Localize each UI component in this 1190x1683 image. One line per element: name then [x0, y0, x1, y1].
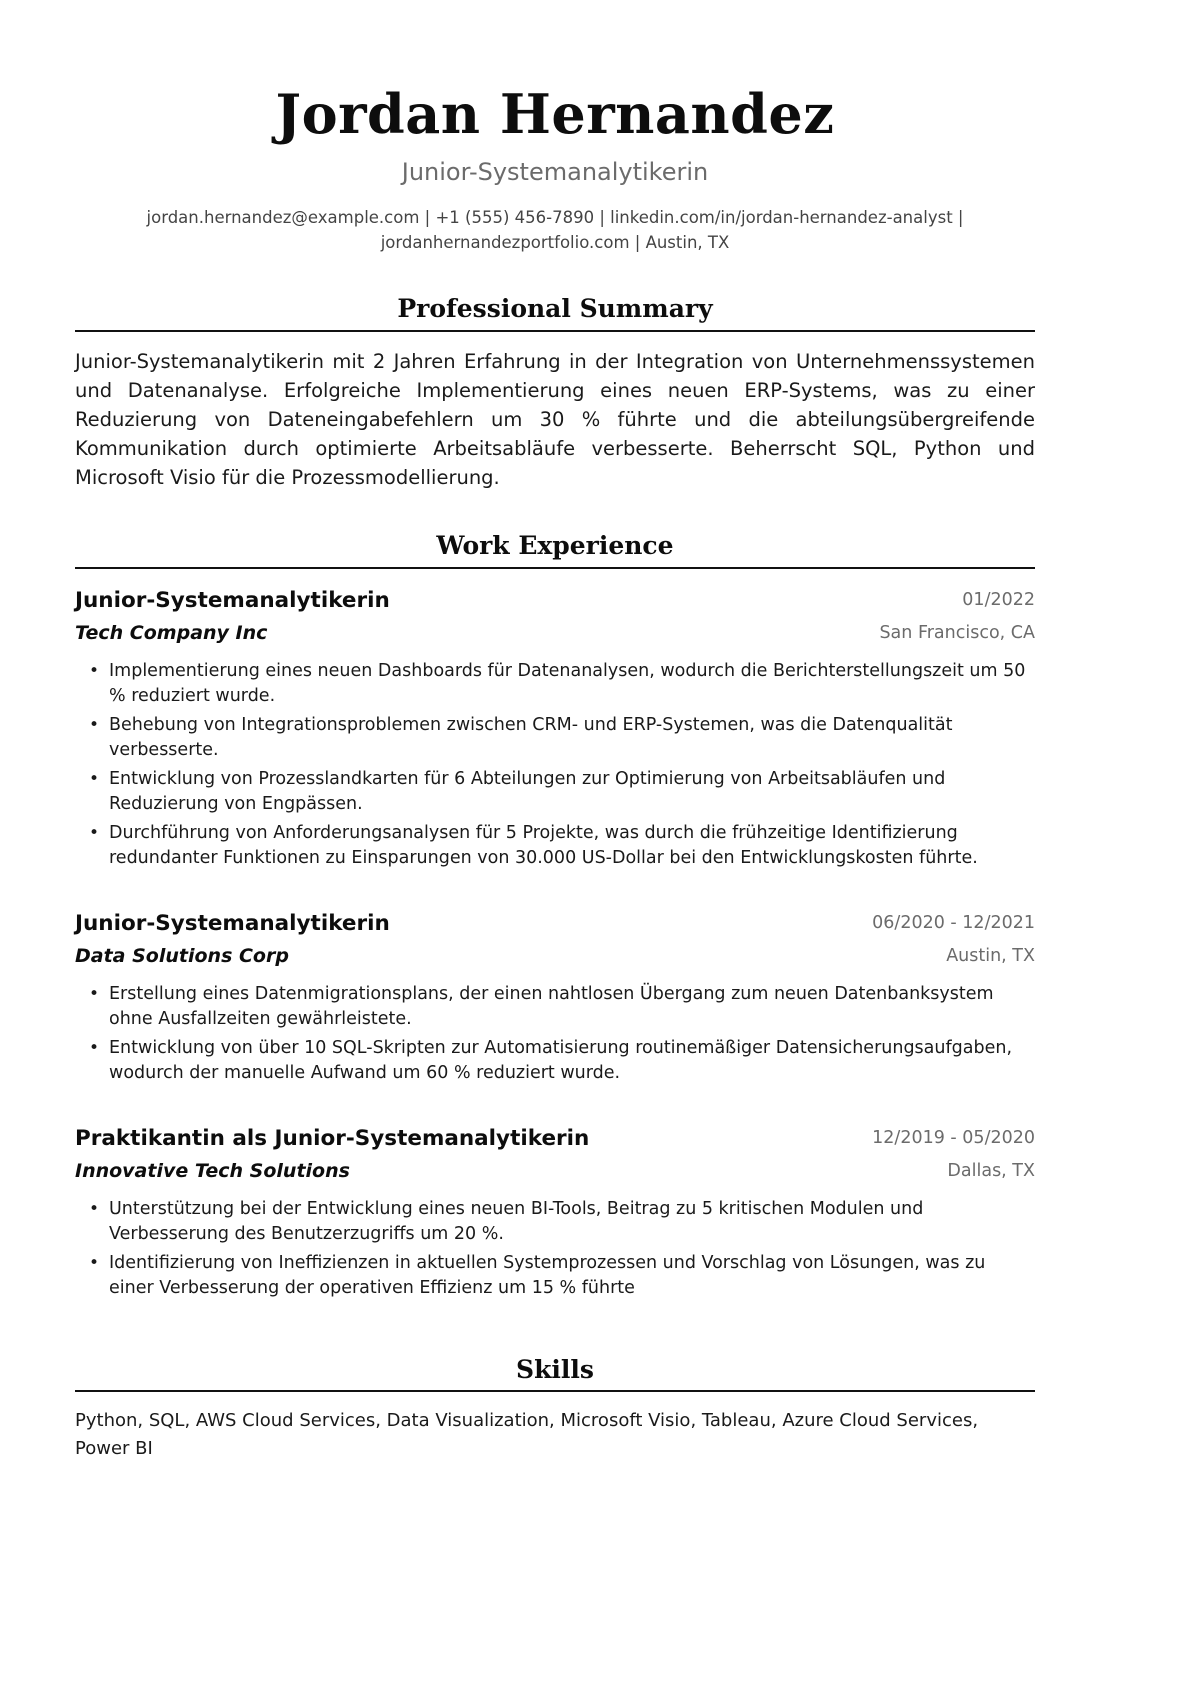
summary-heading: Professional Summary	[397, 294, 713, 323]
section-divider	[75, 567, 1035, 569]
bullet-text: Identifizierung von Ineffizienzen in aktuellen Systemprozessen und Vorschlag von Lösungen, was zu einer Verbesserung der operativen Effizienz um 15 % führte	[109, 1253, 986, 1298]
section-divider	[75, 1390, 1035, 1392]
skills-heading: Skills	[516, 1355, 594, 1384]
bullet-item	[75, 1197, 1035, 1246]
job-dates: 01/2022	[962, 590, 1035, 610]
job-bullets	[75, 659, 1035, 875]
bullet-icon: •	[89, 1038, 100, 1058]
job-bullets	[75, 1197, 1035, 1305]
bullet-item	[75, 713, 1035, 762]
contact-line: jordanhernandezportfolio.com | Austin, TX	[380, 233, 730, 252]
job-bullets	[75, 982, 1035, 1090]
job-title: Praktikantin als Junior-Systemanalytikerin	[75, 1126, 590, 1151]
bullet-text: Unterstützung bei der Entwicklung eines neuen BI-Tools, Beitrag zu 5 kritischen Modulen und Verbesserung des Benutzerzugriffs um 20 %.	[109, 1199, 924, 1244]
bullet-text: Entwicklung von Prozesslandkarten für 6 Abteilungen zur Optimierung von Arbeitsabläufen und Reduzierung von Engpässen.	[109, 769, 946, 814]
bullet-item	[75, 1036, 1035, 1085]
bullet-text: Behebung von Integrationsproblemen zwischen CRM- und ERP-Systemen, was die Datenqualität verbesserte.	[109, 715, 953, 760]
bullet-text: Erstellung eines Datenmigrationsplans, der einen nahtlosen Übergang zum neuen Datenbanksystem ohne Ausfallzeiten gewährleistete.	[109, 984, 994, 1029]
job-title: Junior-Systemanalytikerin	[75, 911, 390, 936]
job-company: Tech Company Inc	[75, 622, 268, 644]
bullet-icon: •	[89, 823, 100, 843]
contact-info	[75, 205, 1035, 255]
bullet-text: Implementierung eines neuen Dashboards für Datenanalysen, wodurch die Berichterstellungszeit um 50 % reduziert wurde.	[109, 661, 1026, 706]
candidate-title: Junior-Systemanalytikerin	[401, 158, 709, 186]
contact-line: jordan.hernandez@example.com | +1 (555) 456-7890 | linkedin.com/in/jordan-hernandez-analyst |	[146, 208, 964, 227]
job-location: Dallas, TX	[947, 1161, 1035, 1181]
job-title: Junior-Systemanalytikerin	[75, 588, 390, 613]
bullet-item	[75, 982, 1035, 1031]
bullet-item	[75, 1251, 1035, 1300]
bullet-icon: •	[89, 715, 100, 735]
job-dates: 06/2020 - 12/2021	[872, 913, 1035, 933]
bullet-item	[75, 659, 1035, 708]
job-location: Austin, TX	[946, 946, 1035, 966]
bullet-text: Durchführung von Anforderungsanalysen für 5 Projekte, was durch die frühzeitige Identifizierung redundanter Funktionen zu Einsparungen von 30.000 US-Dollar bei den Entwicklungskosten führte.	[109, 823, 978, 868]
bullet-item	[75, 767, 1035, 816]
bullet-icon: •	[89, 1199, 100, 1219]
section-divider	[75, 330, 1035, 332]
summary-text: Junior-Systemanalytikerin mit 2 Jahren Erfahrung in der Integration von Unternehmenssystemen und Datenanalyse. Erfolgreiche Implementierung eines neuen ERP-Systems, was zu einer Reduzierung von Dateneingabefehlern um 30 % führte und die abteilungsübergreifende Kommunikation durch optimierte Arbeitsabläufe verbesserte. Beherrscht SQL, Python und Microsoft Visio für die Prozessmodellierung.	[75, 350, 1035, 489]
experience-heading: Work Experience	[436, 531, 674, 560]
job-dates: 12/2019 - 05/2020	[872, 1128, 1035, 1148]
candidate-name: Jordan Hernandez	[275, 82, 835, 146]
bullet-icon: •	[89, 984, 100, 1004]
bullet-icon: •	[89, 1253, 100, 1273]
bullet-item	[75, 821, 1035, 870]
bullet-icon: •	[89, 661, 100, 681]
bullet-icon: •	[89, 769, 100, 789]
job-location: San Francisco, CA	[879, 623, 1035, 643]
skills-list: Python, SQL, AWS Cloud Services, Data Visualization, Microsoft Visio, Tableau, Azure Cloud Services, Power BI	[75, 1410, 979, 1459]
job-company: Innovative Tech Solutions	[75, 1160, 350, 1182]
job-company: Data Solutions Corp	[75, 945, 289, 967]
bullet-text: Entwicklung von über 10 SQL-Skripten zur Automatisierung routinemäßiger Datensicherungsaufgaben, wodurch der manuelle Aufwand um 60 % reduziert wurde.	[109, 1038, 1013, 1083]
